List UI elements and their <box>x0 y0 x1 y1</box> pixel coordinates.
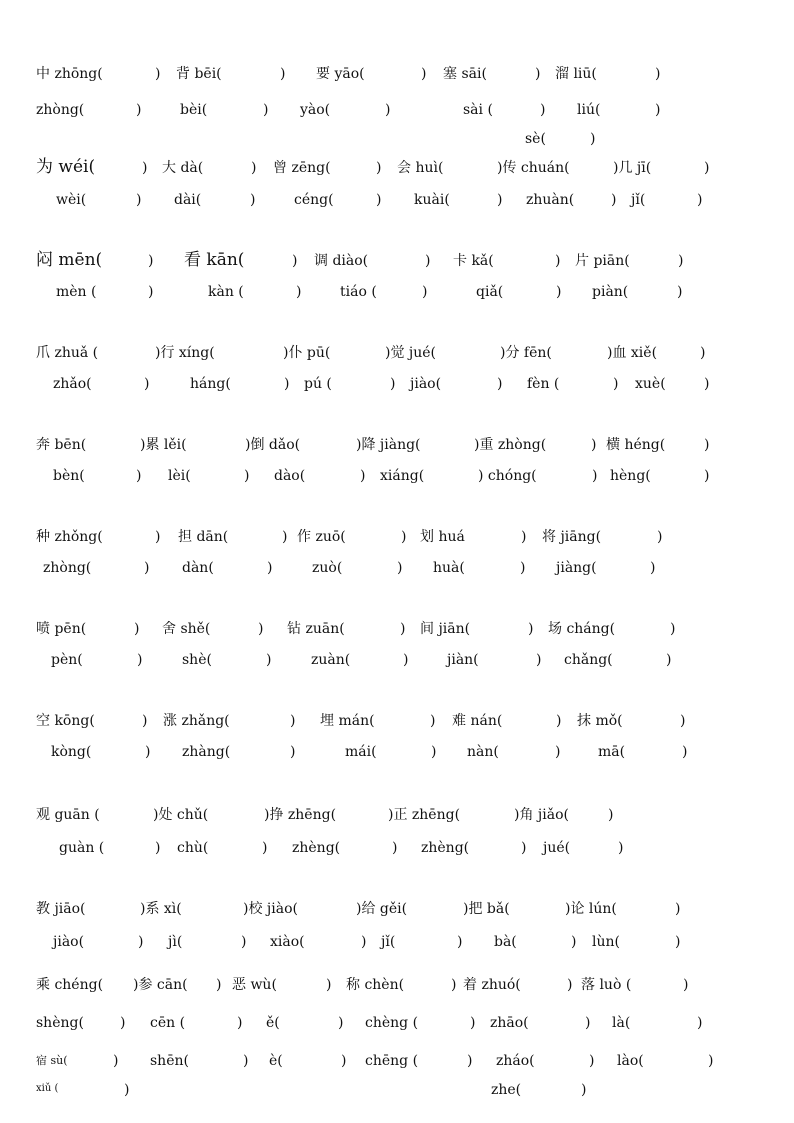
entry-label: 要 yāo( <box>316 66 365 82</box>
answer-close: ) <box>155 66 161 82</box>
entry-label: qiǎ( <box>476 284 504 300</box>
entry-label: 观 guān ( <box>36 807 100 823</box>
entry-label: kàn ( <box>208 284 244 300</box>
entry-label: wèi( <box>56 192 87 208</box>
answer-close: ) <box>536 652 542 668</box>
answer-close: ) <box>589 1053 595 1069</box>
answer-close: ) <box>697 192 703 208</box>
answer-close: ) <box>401 529 407 545</box>
answer-close: ) <box>421 66 427 82</box>
answer-close: ) <box>590 131 596 147</box>
entry-label: lèi( <box>168 468 191 484</box>
answer-close: ) <box>675 934 681 950</box>
answer-close: ) <box>263 102 269 118</box>
entry-label: shè( <box>182 652 212 668</box>
entry-label: mái( <box>345 744 377 760</box>
answer-close: ) <box>521 840 527 856</box>
answer-close: ) <box>360 468 366 484</box>
entry-label: chēng ( <box>365 1053 419 1069</box>
answer-close: ) <box>385 102 391 118</box>
answer-close: ) <box>700 345 706 361</box>
answer-close: ) <box>390 376 396 392</box>
answer-close: ) <box>280 66 286 82</box>
entry-label: 称 chèn( <box>346 977 405 993</box>
entry-label: 爪 zhuǎ ( <box>36 345 99 361</box>
entry-label: lào( <box>617 1053 644 1069</box>
entry-label: zhòng( <box>43 560 92 576</box>
entry-label: 抹 mǒ( <box>577 713 623 729</box>
answer-close: ) <box>137 652 143 668</box>
entry-label: zhàng( <box>182 744 231 760</box>
entry-label: jì( <box>168 934 183 950</box>
entry-label: tiáo ( <box>340 284 377 300</box>
answer-close: ) <box>251 160 257 176</box>
entry-label: ) chóng( <box>478 468 537 484</box>
answer-close: ) <box>556 284 562 300</box>
answer-close: ) <box>571 934 577 950</box>
entry-label: jiào( <box>53 934 85 950</box>
answer-close: ) <box>431 744 437 760</box>
entry-label: )传 chuán( <box>497 160 570 176</box>
entry-label: jiào( <box>410 376 442 392</box>
entry-label: dài( <box>174 192 202 208</box>
entry-label: 空 kōng( <box>36 713 95 729</box>
entry-label: xuè( <box>635 376 666 392</box>
answer-close: ) <box>134 621 140 637</box>
entry-label: jiàn( <box>447 652 479 668</box>
answer-close: ) <box>341 1053 347 1069</box>
answer-close: ) <box>555 253 561 269</box>
entry-label: zhāo( <box>490 1015 529 1031</box>
entry-label: 难 nán( <box>452 713 503 729</box>
entry-label: sè( <box>525 131 546 147</box>
entry-label: háng( <box>190 376 231 392</box>
entry-label: )校 jiào( <box>243 901 298 917</box>
answer-close: ) <box>397 560 403 576</box>
answer-close: ) <box>148 284 154 300</box>
answer-close: ) <box>155 840 161 856</box>
entry-label: 奔 bēn( <box>36 437 87 453</box>
entry-label: kòng( <box>51 744 92 760</box>
entry-label: là( <box>612 1015 631 1031</box>
entry-label: 舍 shě( <box>162 621 211 637</box>
entry-label: jǐ( <box>631 192 646 208</box>
entry-label: pú ( <box>304 376 332 392</box>
entry-label: 调 diào( <box>314 253 369 269</box>
answer-close: ) <box>425 253 431 269</box>
answer-close: ) <box>338 1015 344 1031</box>
answer-close: ) <box>292 253 298 269</box>
entry-label: xiào( <box>270 934 305 950</box>
entry-label: 闷 mēn( <box>36 250 103 270</box>
entry-label: hèng( <box>610 468 651 484</box>
answer-close: ) <box>403 652 409 668</box>
answer-close: ) <box>670 621 676 637</box>
answer-close: ) <box>451 977 457 993</box>
entry-label: chèng ( <box>365 1015 419 1031</box>
entry-label: zuò( <box>312 560 343 576</box>
entry-label: zhuàn( <box>526 192 575 208</box>
entry-label: )分 fēn( <box>500 345 552 361</box>
answer-close: ) <box>677 284 683 300</box>
entry-label: )正 zhēng( <box>388 807 461 823</box>
answer-close: ) <box>528 621 534 637</box>
answer-close: ) <box>422 284 428 300</box>
answer-close: ) <box>138 934 144 950</box>
answer-close: ) <box>520 560 526 576</box>
answer-close: ) <box>237 1015 243 1031</box>
entry-label: pèn( <box>51 652 83 668</box>
answer-close: ) <box>145 744 151 760</box>
entry-label: xiáng( <box>380 468 425 484</box>
entry-label: )重 zhòng( <box>474 437 547 453</box>
answer-close: ) <box>470 1015 476 1031</box>
entry-label: xiǔ ( <box>36 1083 59 1094</box>
answer-close: ) <box>540 102 546 118</box>
answer-close: ) <box>704 160 710 176</box>
answer-close: ) <box>290 713 296 729</box>
entry-label: 钻 zuān( <box>287 621 345 637</box>
entry-label: zhǎo( <box>53 376 92 392</box>
answer-close: ) <box>243 1053 249 1069</box>
entry-label: )给 gěi( <box>356 901 408 917</box>
answer-close: ) <box>136 468 142 484</box>
answer-close: ) <box>144 560 150 576</box>
entry-label: guàn ( <box>59 840 105 856</box>
entry-label: )血 xiě( <box>607 345 658 361</box>
entry-label: 作 zuō( <box>297 529 346 545</box>
answer-close: ) <box>708 1053 714 1069</box>
answer-close: ) <box>650 560 656 576</box>
entry-label: 背 bēi( <box>176 66 222 82</box>
entry-label: )挣 zhēng( <box>264 807 337 823</box>
entry-label: zhòng( <box>36 102 85 118</box>
entry-label: 涨 zhǎng( <box>163 713 230 729</box>
answer-close: ) <box>296 284 302 300</box>
entry-label: 宿 sù( <box>36 1054 68 1067</box>
answer-close: ) <box>457 934 463 950</box>
answer-close: ) <box>400 621 406 637</box>
answer-close: ) <box>655 66 661 82</box>
answer-close: ) <box>683 977 689 993</box>
answer-close: ) <box>430 713 436 729</box>
entry-label: 种 zhǒng( <box>36 529 103 545</box>
entry-label: 横 héng( <box>606 437 666 453</box>
answer-close: ) <box>266 652 272 668</box>
entry-label: 埋 mán( <box>320 713 375 729</box>
entry-label: )把 bǎ( <box>463 901 510 917</box>
answer-close: ) <box>497 192 503 208</box>
entry-label: céng( <box>294 192 334 208</box>
answer-close: ) <box>535 66 541 82</box>
entry-label: zuàn( <box>311 652 351 668</box>
answer-close: ) <box>262 840 268 856</box>
entry-label: )仆 pū( <box>283 345 331 361</box>
entry-label: cēn ( <box>150 1015 186 1031</box>
entry-label: 场 cháng( <box>548 621 616 637</box>
entry-label: zhèng( <box>292 840 341 856</box>
answer-close: ) <box>521 529 527 545</box>
entry-label: 教 jiāo( <box>36 901 86 917</box>
answer-close: ) <box>581 1082 587 1098</box>
answer-close: ) <box>585 1015 591 1031</box>
entry-label: )论 lún( <box>565 901 617 917</box>
entry-label: fèn ( <box>527 376 560 392</box>
answer-close: ) <box>655 102 661 118</box>
entry-label: huà( <box>433 560 465 576</box>
answer-close: ) <box>680 713 686 729</box>
entry-label: 塞 sāi( <box>443 66 487 82</box>
answer-close: ) <box>678 253 684 269</box>
answer-close: ) <box>556 713 562 729</box>
entry-label: sài ( <box>463 102 493 118</box>
entry-label: 片 piān( <box>575 253 630 269</box>
entry-label: )几 jī( <box>613 160 652 176</box>
entry-label: 喷 pēn( <box>36 621 87 637</box>
entry-label: 着 zhuó( <box>463 977 521 993</box>
answer-close: ) <box>136 102 142 118</box>
answer-close: ) <box>467 1053 473 1069</box>
answer-close: ) <box>267 560 273 576</box>
entry-label: liú( <box>577 102 601 118</box>
entry-label: 为 wéi( <box>36 157 96 177</box>
entry-label: zhe( <box>491 1082 522 1098</box>
answer-close: ) <box>613 376 619 392</box>
entry-label: 曾 zēng( <box>273 160 331 176</box>
entry-label: nàn( <box>467 744 499 760</box>
answer-close: ) <box>657 529 663 545</box>
entry-label: chǎng( <box>564 652 613 668</box>
entry-label: bèn( <box>53 468 85 484</box>
answer-close: ) <box>326 977 332 993</box>
answer-close: ) <box>697 1015 703 1031</box>
answer-close: ) <box>244 468 250 484</box>
entry-label: zháo( <box>496 1053 535 1069</box>
entry-label: )累 lěi( <box>140 437 187 453</box>
entry-label: è( <box>269 1053 283 1069</box>
entry-label: jǐ( <box>381 934 396 950</box>
answer-close: ) <box>618 840 624 856</box>
answer-close: ) <box>392 840 398 856</box>
answer-close: ) <box>376 160 382 176</box>
entry-label: mā( <box>598 744 626 760</box>
answer-close: ) <box>142 713 148 729</box>
answer-close: ) <box>282 529 288 545</box>
entry-label: bèi( <box>180 102 208 118</box>
answer-close: ) <box>682 744 688 760</box>
entry-label: )系 xì( <box>140 901 182 917</box>
answer-close: ) <box>376 192 382 208</box>
answer-close: ) <box>148 253 154 269</box>
entry-label: )降 jiàng( <box>356 437 421 453</box>
entry-label: shèng( <box>36 1015 84 1031</box>
answer-close: ) <box>666 652 672 668</box>
entry-label: 溜 liū( <box>555 66 597 82</box>
entry-label: )处 chǔ( <box>153 807 209 823</box>
answer-close: ) <box>258 621 264 637</box>
answer-close: ) <box>704 468 710 484</box>
entry-label: jué( <box>543 840 571 856</box>
entry-label: 会 huì( <box>397 160 444 176</box>
answer-close: ) <box>216 977 222 993</box>
answer-close: ) <box>144 376 150 392</box>
answer-close: ) <box>155 529 161 545</box>
answer-close: ) <box>250 192 256 208</box>
answer-close: ) <box>241 934 247 950</box>
entry-label: 划 huá <box>420 529 465 545</box>
entry-label: kuài( <box>414 192 450 208</box>
entry-label: 大 dà( <box>162 160 204 176</box>
entry-label: yào( <box>300 102 331 118</box>
entry-label: zhèng( <box>421 840 470 856</box>
answer-close: ) <box>592 468 598 484</box>
answer-close: ) <box>567 977 573 993</box>
entry-label: )倒 dǎo( <box>245 437 301 453</box>
entry-label: lùn( <box>592 934 620 950</box>
entry-label: 中 zhōng( <box>36 66 103 82</box>
entry-label: 看 kān( <box>184 250 245 270</box>
entry-label: 落 luò ( <box>581 977 632 993</box>
entry-label: 乘 chéng( <box>36 977 104 993</box>
answer-close: ) <box>124 1082 130 1098</box>
answer-close: ) <box>136 192 142 208</box>
entry-label: piàn( <box>592 284 629 300</box>
entry-label: ě( <box>266 1015 280 1031</box>
answer-close: ) <box>142 160 148 176</box>
answer-close: ) <box>290 744 296 760</box>
answer-close: ) <box>120 1015 126 1031</box>
entry-label: )觉 jué( <box>385 345 437 361</box>
answer-close: ) <box>675 901 681 917</box>
answer-close: ) <box>704 376 710 392</box>
entry-label: mèn ( <box>56 284 97 300</box>
entry-label: 恶 wù( <box>232 977 277 993</box>
entry-label: dàn( <box>182 560 214 576</box>
entry-label: dào( <box>274 468 306 484</box>
answer-close: ) <box>591 437 597 453</box>
answer-close: ) <box>113 1053 119 1069</box>
entry-label: 担 dān( <box>178 529 229 545</box>
answer-close: ) <box>555 744 561 760</box>
entry-label: chù( <box>177 840 209 856</box>
entry-label: )行 xíng( <box>155 345 215 361</box>
answer-close: ) <box>497 376 503 392</box>
entry-label: shēn( <box>150 1053 189 1069</box>
entry-label: 间 jiān( <box>420 621 471 637</box>
entry-label: )角 jiǎo( <box>514 807 569 823</box>
answer-close: ) <box>361 934 367 950</box>
answer-close: ) <box>704 437 710 453</box>
entry-label: 卡 kǎ( <box>453 253 494 269</box>
answer-close: ) <box>284 376 290 392</box>
entry-label: 将 jiāng( <box>542 529 602 545</box>
answer-close: ) <box>611 192 617 208</box>
entry-label: jiàng( <box>556 560 597 576</box>
answer-close: ) <box>608 807 614 823</box>
entry-label: bà( <box>494 934 517 950</box>
entry-label: )参 cān( <box>133 977 188 993</box>
